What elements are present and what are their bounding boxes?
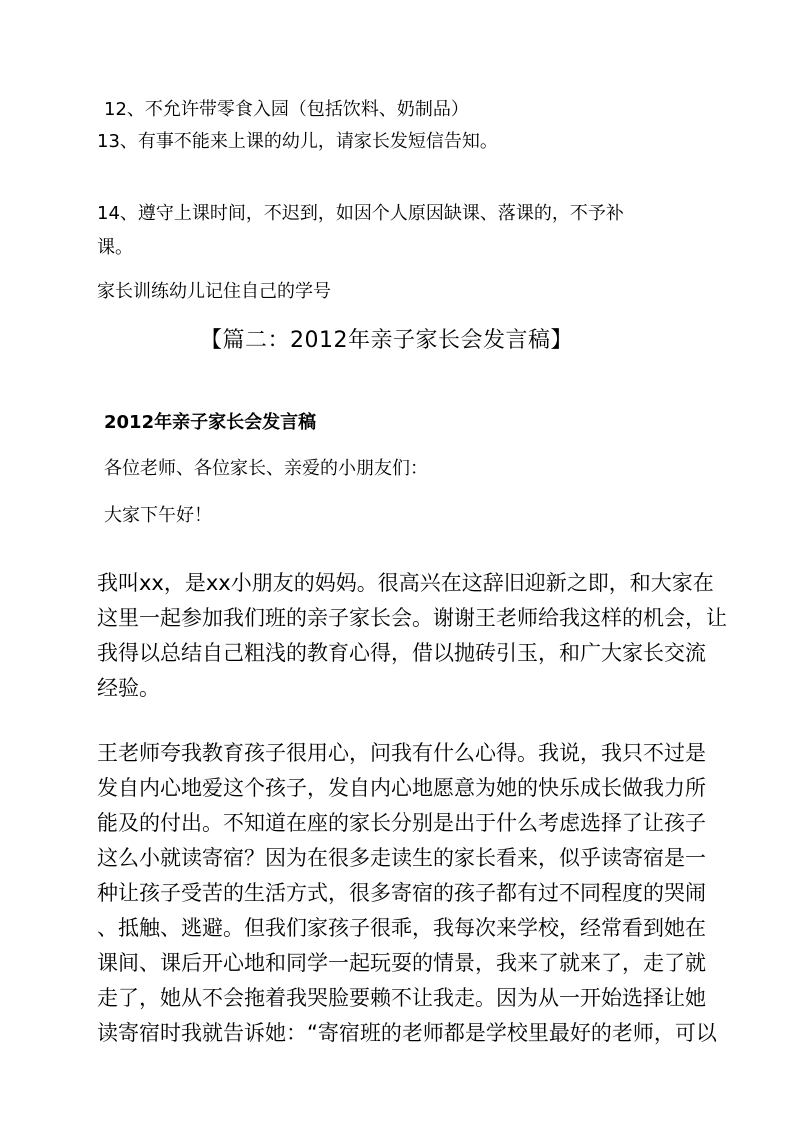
rule-item-14-line-2: 课。 <box>97 237 133 258</box>
paragraph-2-line: 种让孩子受苦的生活方式，很多寄宿的孩子都有过不同程度的哭闹 <box>97 881 706 905</box>
paragraph-1-line: 我得以总结自己粗浅的教育心得，借以抛砖引玉，和广大家长交流 <box>97 641 706 665</box>
paragraph-1-line: 我叫xx，是xx小朋友的妈妈。很高兴在这辞旧迎新之即，和大家在 <box>97 571 714 595</box>
paragraph-2-line: 、抵触、逃避。但我们家孩子很乖，我每次来学校，经常看到她在 <box>97 916 706 940</box>
section-heading: 【篇二：2012年亲子家长会发言稿】 <box>200 328 573 353</box>
paragraph-1-line: 这里一起参加我们班的亲子家长会。谢谢王老师给我这样的机会，让 <box>97 606 727 630</box>
paragraph-1-line: 经验。 <box>97 676 160 700</box>
speech-greeting: 各位老师、各位家长、亲爱的小朋友们： <box>104 458 428 479</box>
rule-item-14-line-1: 14、遵守上课时间，不迟到，如因个人原因缺课、落课的，不予补 <box>97 203 624 224</box>
paragraph-2-line: 能及的付出。不知道在座的家长分别是出于什么考虑选择了让孩子 <box>97 811 706 835</box>
rule-item-13: 13、有事不能来上课的幼儿，请家长发短信告知。 <box>97 131 498 152</box>
speech-salutation: 大家下午好！ <box>104 505 212 526</box>
speech-title: 2012年亲子家长会发言稿 <box>104 412 317 433</box>
paragraph-2-line: 走了，她从不会拖着我哭脸要赖不让我走。因为从一开始选择让她 <box>97 986 706 1010</box>
paragraph-2-line: 课间、课后开心地和同学一起玩耍的情景，我来了就来了，走了就 <box>97 951 706 975</box>
paragraph-2-line: 读寄宿时我就告诉她：“寄宿班的老师都是学校里最好的老师，可以 <box>97 1021 717 1045</box>
paragraph-2-line: 王老师夸我教育孩子很用心，问我有什么心得。我说，我只不过是 <box>97 741 706 765</box>
paragraph-2-line: 这么小就读寄宿？因为在很多走读生的家长看来，似乎读寄宿是一 <box>97 846 706 870</box>
rule-item-12: 12、不允许带零食入园（包括饮料、奶制品） <box>104 99 469 120</box>
parent-note: 家长训练幼儿记住自己的学号 <box>97 281 331 302</box>
paragraph-2-line: 发自内心地爱这个孩子，发自内心地愿意为她的快乐成长做我力所 <box>97 776 706 800</box>
